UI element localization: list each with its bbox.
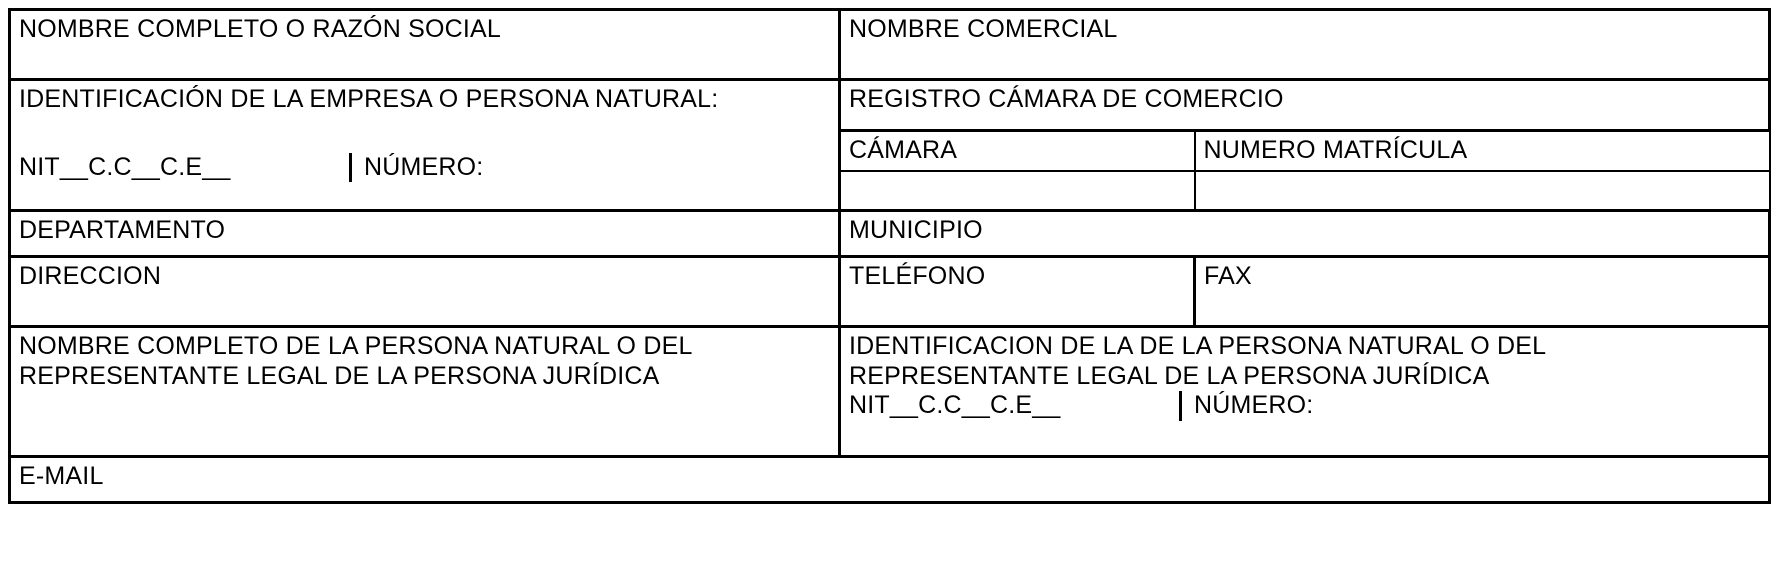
nit-selector-group[interactable] xyxy=(19,153,832,183)
label-identificacion-persona-linea1: IDENTIFICACION DE LA DE LA PERSONA NATURAL O DEL xyxy=(849,332,1547,360)
label-nit-cc-ce-representante: NIT__C.C__C.E__ xyxy=(849,391,1061,419)
table-row xyxy=(10,257,1770,327)
field-direccion[interactable] xyxy=(10,257,840,327)
label-departamento: DEPARTAMENTO xyxy=(19,216,226,244)
vertical-divider xyxy=(1179,391,1182,421)
table-row xyxy=(10,457,1770,503)
column-header-numero-matricula xyxy=(1195,131,1770,171)
field-identificacion-empresa[interactable] xyxy=(10,80,840,211)
field-departamento[interactable] xyxy=(10,211,840,257)
label-nit-cc-ce: NIT__C.C__C.E__ xyxy=(19,152,231,181)
label-nombre-comercial: NOMBRE COMERCIAL xyxy=(849,15,1118,43)
column-header-camara xyxy=(840,131,1195,171)
label-fax: FAX xyxy=(1204,262,1252,290)
label-numero-matricula: NUMERO MATRÍCULA xyxy=(1203,136,1468,164)
nit-selector-group-representante[interactable] xyxy=(849,391,1762,421)
vertical-divider xyxy=(349,153,352,183)
label-email: E-MAIL xyxy=(19,462,104,490)
label-direccion: DIRECCION xyxy=(19,262,162,290)
label-municipio: MUNICIPIO xyxy=(849,216,983,244)
field-nombre-comercial[interactable] xyxy=(840,10,1770,80)
field-registro-camara-comercio[interactable] xyxy=(840,80,1770,131)
input-camara[interactable] xyxy=(840,171,1195,211)
field-municipio[interactable] xyxy=(840,211,1770,257)
label-nombre-persona-natural-linea2: REPRESENTANTE LEGAL DE LA PERSONA JURÍDICA xyxy=(19,361,660,390)
label-identificacion-empresa: IDENTIFICACIÓN DE LA EMPRESA O PERSONA NATURAL: xyxy=(19,85,719,113)
registration-form-table xyxy=(8,8,1771,504)
label-nombre-completo-razon-social: NOMBRE COMPLETO O RAZÓN SOCIAL xyxy=(19,15,502,43)
label-camara: CÁMARA xyxy=(849,136,958,164)
input-numero-matricula[interactable] xyxy=(1195,171,1770,211)
label-registro-camara-comercio: REGISTRO CÁMARA DE COMERCIO xyxy=(849,85,1284,113)
label-numero: NÚMERO: xyxy=(364,152,484,181)
field-telefono[interactable] xyxy=(840,257,1195,327)
table-row xyxy=(10,327,1770,457)
table-row xyxy=(10,211,1770,257)
field-nombre-persona-natural[interactable] xyxy=(10,327,840,457)
table-row xyxy=(10,80,1770,131)
label-numero-representante: NÚMERO: xyxy=(1194,391,1314,419)
label-nombre-persona-natural-linea1: NOMBRE COMPLETO DE LA PERSONA NATURAL O DEL xyxy=(19,332,693,360)
label-identificacion-persona-linea2: REPRESENTANTE LEGAL DE LA PERSONA JURÍDICA xyxy=(849,361,1490,390)
field-nombre-completo-razon-social[interactable] xyxy=(10,10,840,80)
field-email[interactable] xyxy=(10,457,1770,503)
label-telefono: TELÉFONO xyxy=(849,262,986,290)
field-fax[interactable] xyxy=(1195,257,1770,327)
table-row xyxy=(10,10,1770,80)
field-identificacion-persona-natural[interactable] xyxy=(840,327,1770,457)
